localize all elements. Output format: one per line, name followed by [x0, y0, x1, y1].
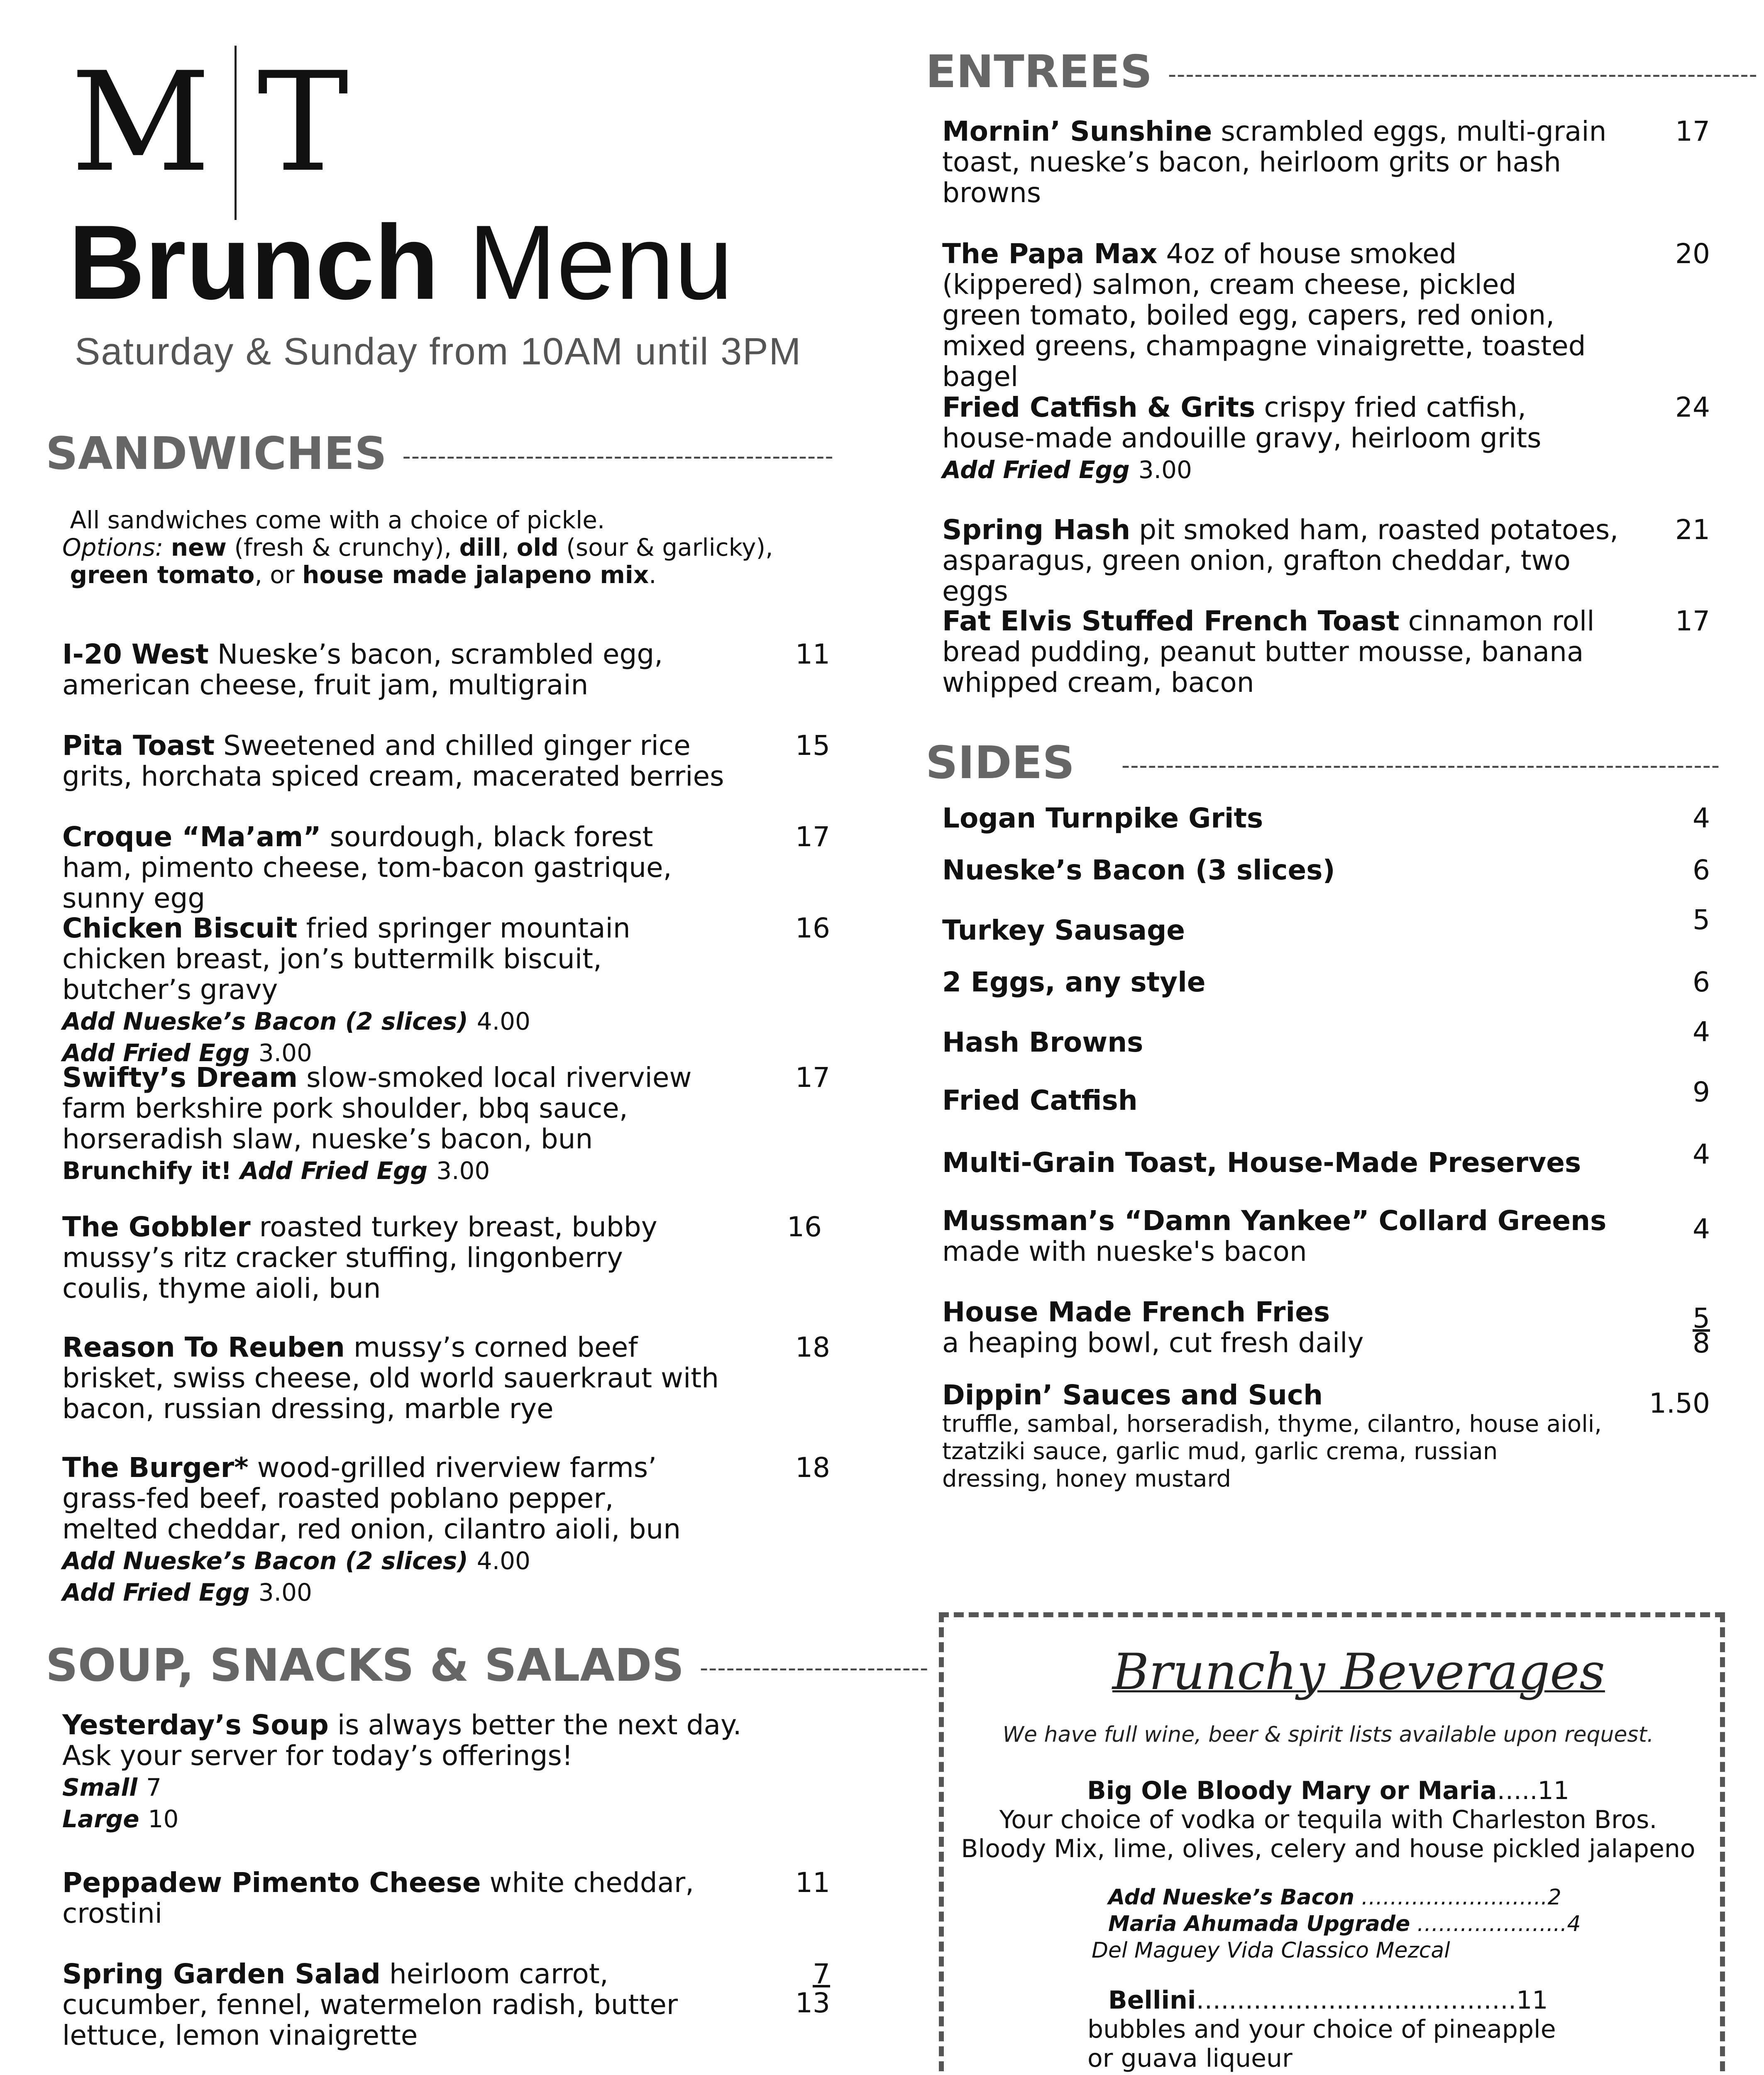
- section-heading-soup: [46, 1640, 929, 1692]
- menu-item-entree: The Papa Max 4oz of house smoked (kippered) salmon, cream cheese, pickled green tomato, boiled egg, capers, red onion, mixed greens, champagne vinaigrette, toasted bagel: [942, 238, 1586, 393]
- section-rule: --------------------------: [699, 1655, 929, 1682]
- menu-item-sandwich: Pita Toast Sweetened and chilled ginger rice grits, horchata spiced cream, macerated berries: [62, 730, 724, 792]
- item-price: 17: [1675, 115, 1710, 147]
- item-price: 11: [795, 1867, 830, 1899]
- menu-item-sandwich: Croque “Ma’am” sourdough, black forest ham, pimento cheese, tom-bacon gastrique, sunny egg: [62, 821, 672, 914]
- intro-line-2: Options: new (fresh & crunchy), dill, old (sour & garlicky),: [62, 533, 773, 561]
- item-price: 17: [795, 821, 830, 853]
- soup-heading-text: SOUP, SNACKS & SALADS: [46, 1640, 684, 1692]
- side-item: 2 Eggs, any style: [942, 966, 1206, 998]
- logo-letter-t: T: [257, 43, 349, 202]
- title-bold: Brunch: [68, 203, 439, 322]
- side-item: Hash Browns: [942, 1026, 1143, 1058]
- item-price: 4: [1693, 1016, 1710, 1048]
- side-item: Dippin’ Sauces and Such truffle, sambal, horseradish, thyme, cilantro, house aioli, tzatziki sauce, garlic mud, garlic crema, russian dressing, honey mustard: [942, 1379, 1602, 1492]
- section-rule: -------------------------------------------------: [402, 443, 834, 470]
- side-item: Fried Catfish: [942, 1084, 1138, 1116]
- beverages-subtitle: We have full wine, beer & spirit lists available upon request.: [1002, 1722, 1654, 1747]
- menu-item-entree: Mornin’ Sunshine scrambled eggs, multi-grain toast, nueske’s bacon, heirloom grits or hash browns: [942, 115, 1607, 209]
- sandwiches-intro: [62, 506, 851, 588]
- page-subtitle: Saturday & Sunday from 10AM until 3PM: [75, 330, 802, 373]
- menu-item-sandwich: Reason To Reuben mussy’s corned beef brisket, swiss cheese, old world sauerkraut with bacon, russian dressing, marble rye: [62, 1331, 719, 1425]
- menu-item-sandwich: The Burger* wood-grilled riverview farms’ grass-fed beef, roasted poblano pepper, melted cheddar, red onion, cilantro aioli, bun Add Nueske’s Bacon (2 slices) 4.00 Add Fried Egg 3.00: [62, 1452, 681, 1606]
- item-price: 11: [795, 638, 830, 670]
- section-rule: --------------------------------------------------------------------: [1121, 752, 1720, 779]
- item-price: 21: [1675, 514, 1710, 546]
- menu-item-salad: Spring Garden Salad heirloom carrot, cucumber, fennel, watermelon radish, butter lettuce, lemon vinaigrette: [62, 1958, 678, 2051]
- item-price: 18: [795, 1452, 830, 1484]
- section-heading-sandwiches: [46, 428, 834, 480]
- menu-item-entree: Spring Hash pit smoked ham, roasted potatoes, asparagus, green onion, grafton cheddar, two eggs: [942, 514, 1619, 607]
- entrees-heading-text: ENTREES: [926, 46, 1153, 98]
- side-item: House Made French Fries a heaping bowl, cut fresh daily: [942, 1296, 1364, 1359]
- title-rest: Menu: [439, 203, 733, 322]
- item-price: 5: [1693, 904, 1710, 936]
- item-price: 24: [1675, 391, 1710, 423]
- item-price-large: 8: [1693, 1327, 1710, 1359]
- side-item: Mussman’s “Damn Yankee” Collard Greens made with nueske's bacon: [942, 1205, 1607, 1267]
- section-heading-sides: [926, 737, 1720, 789]
- item-price: 18: [795, 1331, 830, 1363]
- item-price: 1.50: [1649, 1387, 1710, 1419]
- item-price: 6: [1693, 854, 1710, 886]
- item-price: 17: [1675, 605, 1710, 637]
- beverage-addon: Add Nueske’s Bacon ……………………..2: [1108, 1885, 1561, 1910]
- section-rule: -------------------------------------------------------------------: [1168, 61, 1758, 88]
- item-price-small: 5: [1693, 1302, 1710, 1334]
- beverage-bloody-mary: Big Ole Bloody Mary or Maria…..11 Your choice of vodka or tequila with Charleston Bros. Bloody Mix, lime, olives, celery and house pickled jalapeno: [961, 1776, 1696, 1863]
- intro-line-3: green tomato, or house made jalapeno mix.: [70, 561, 657, 589]
- item-price: 6: [1693, 966, 1710, 998]
- item-price: 17: [795, 1062, 830, 1094]
- item-price: 20: [1675, 238, 1710, 270]
- beverage-addon: Maria Ahumada Upgrade ………………...4: [1108, 1911, 1581, 1936]
- menu-item-sandwich: I-20 West Nueske’s bacon, scrambled egg, american cheese, fruit jam, multigrain: [62, 638, 663, 701]
- item-price: 16: [787, 1211, 822, 1243]
- menu-item-entree: Fried Catfish & Grits crispy fried catfish, house-made andouille gravy, heirloom grits Add Fried Egg 3.00: [942, 391, 1542, 484]
- item-price-small: 7: [813, 1958, 830, 1990]
- intro-line-1: All sandwiches come with a choice of pickle.: [70, 506, 605, 534]
- item-price: 16: [795, 912, 830, 944]
- menu-item-entree: Fat Elvis Stuffed French Toast cinnamon roll bread pudding, peanut butter mousse, banana whipped cream, bacon: [942, 605, 1595, 698]
- beverages-title: Brunchy Beverages: [1112, 1643, 1605, 1701]
- logo-letter-m: M: [71, 43, 211, 202]
- page-title: [68, 203, 733, 322]
- sandwiches-heading-text: SANDWICHES: [46, 428, 387, 480]
- side-item: Turkey Sausage: [942, 914, 1185, 946]
- menu-item-snack: Peppadew Pimento Cheese white cheddar, crostini: [62, 1867, 694, 1929]
- menu-item-sandwich: The Gobbler roasted turkey breast, bubby mussy’s ritz cracker stuffing, lingonberry coulis, thyme aioli, bun: [62, 1211, 657, 1304]
- item-price-large: 13: [795, 1987, 830, 2019]
- menu-item-sandwich: Swifty’s Dream slow-smoked local riverview farm berkshire pork shoulder, bbq sauce, horseradish slaw, nueske’s bacon, bun Brunchify it! Add Fried Egg 3.00: [62, 1062, 692, 1185]
- beverage-addon-note: Del Maguey Vida Classico Mezcal: [1092, 1938, 1450, 1963]
- section-heading-entrees: [926, 46, 1758, 98]
- side-item: Logan Turnpike Grits: [942, 802, 1263, 834]
- sides-heading-text: SIDES: [926, 737, 1075, 789]
- item-price: 4: [1693, 1138, 1710, 1170]
- menu-item-soup: Yesterday’s Soup is always better the next day. Ask your server for today’s offerings! Small 7 Large 10: [62, 1709, 742, 1833]
- item-price: 9: [1693, 1076, 1710, 1108]
- menu-item-sandwich: Chicken Biscuit fried springer mountain chicken breast, jon’s buttermilk biscuit, butcher’s gravy Add Nueske’s Bacon (2 slices) 4.00 Add Fried Egg 3.00: [62, 912, 630, 1067]
- side-item: Multi-Grain Toast, House-Made Preserves: [942, 1147, 1581, 1179]
- item-price: 15: [795, 730, 830, 762]
- side-item: Nueske’s Bacon (3 slices): [942, 854, 1335, 886]
- beverage-item: Bellini…..…………..……....……….11 bubbles and your choice of pineapple or guava liqueur: [1087, 1986, 1556, 2073]
- logo-divider: [235, 46, 237, 220]
- item-price: 4: [1693, 802, 1710, 834]
- item-price: 4: [1693, 1213, 1710, 1245]
